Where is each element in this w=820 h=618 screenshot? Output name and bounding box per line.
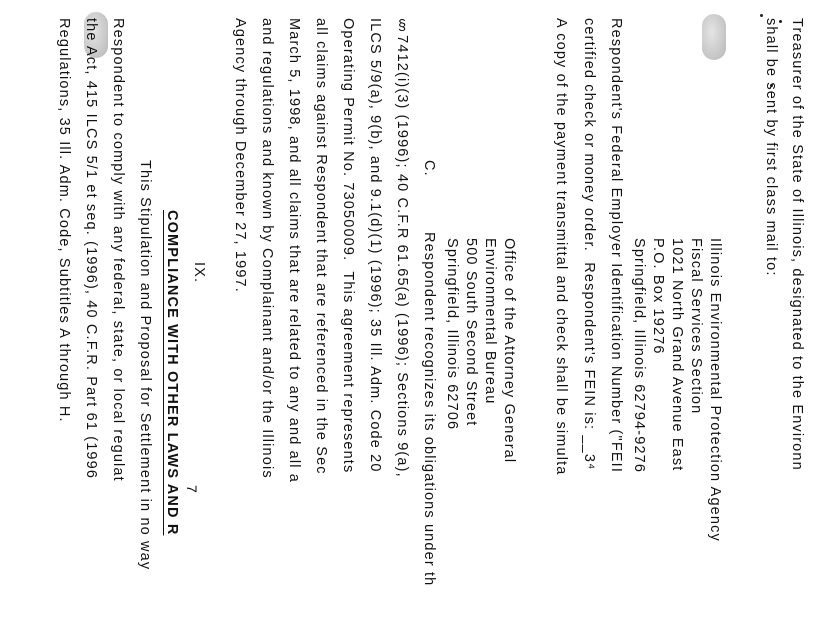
text-line: Respondent's Federal Employer Identification Number ("FEII [608, 18, 624, 474]
text-line: Operating Permit No. 73050009. This agreement represents [340, 18, 356, 474]
address-line: 500 South Second Street [463, 238, 479, 427]
address-line: 1021 North Grand Avenue East [669, 238, 685, 472]
address-line: Illinois Environmental Protection Agency [707, 238, 723, 542]
section-number: IX. [191, 262, 207, 284]
text-line: Regulations, 35 Ill. Adm. Code, Subtitles A through H. [56, 18, 72, 423]
page-number: 7 [184, 485, 200, 494]
address-line: Environmental Bureau [482, 238, 498, 405]
text-line: ILCS 5/9(a), 9(b), and 9.1(d)(1) (1996); 35 Ill. Adm. Code 20 [367, 18, 383, 473]
text-line: certified check or money order. Respondent's FEIN is: __3⁴ [581, 18, 597, 471]
rotated-document-page [56, 0, 820, 618]
text-line: Respondent to comply with any federal, state, or local regulat [110, 18, 126, 482]
address-line: Fiscal Services Section [688, 238, 704, 415]
paragraph-label: C. [421, 160, 437, 177]
address-line: Office of the Attorney General [501, 238, 517, 464]
text-line: March 5, 1998, and all claims that are related to any and all a [286, 18, 302, 483]
text-line: shall be sent by first class mail to: [763, 18, 779, 277]
text-line: all claims against Respondent that are referenced in the Sec [313, 18, 329, 475]
text-line: Treasurer of the State of Illinois, designated to the Environn [789, 18, 805, 471]
text-line: §7412(i)(3) (1996); 40 C.F.R 61.65(a) (1996); Sections 9(a), [394, 18, 410, 478]
text-line: Respondent recognizes its obligations under th [421, 232, 437, 587]
text-line: Agency through December 27, 1997. [232, 18, 248, 293]
address-line: P.O. Box 19276 [650, 238, 666, 355]
text-line: This Stipulation and Proposal for Settlement in no way [137, 160, 153, 571]
address-line: Springfield, Illinois 62794-9276 [631, 238, 647, 474]
text-line: A copy of the payment transmittal and check shall be simulta [553, 18, 569, 476]
text-line: and regulations and known by Complainant and/or the Illinois [259, 18, 275, 479]
section-heading: COMPLIANCE WITH OTHER LAWS AND R [164, 210, 180, 536]
text-line: the Act, 415 ILCS 5/1 et seq. (1996), 40 C.F.R. Part 61 (1996 [83, 18, 99, 480]
address-line: Springfield, Illinois 62706 [444, 238, 460, 431]
